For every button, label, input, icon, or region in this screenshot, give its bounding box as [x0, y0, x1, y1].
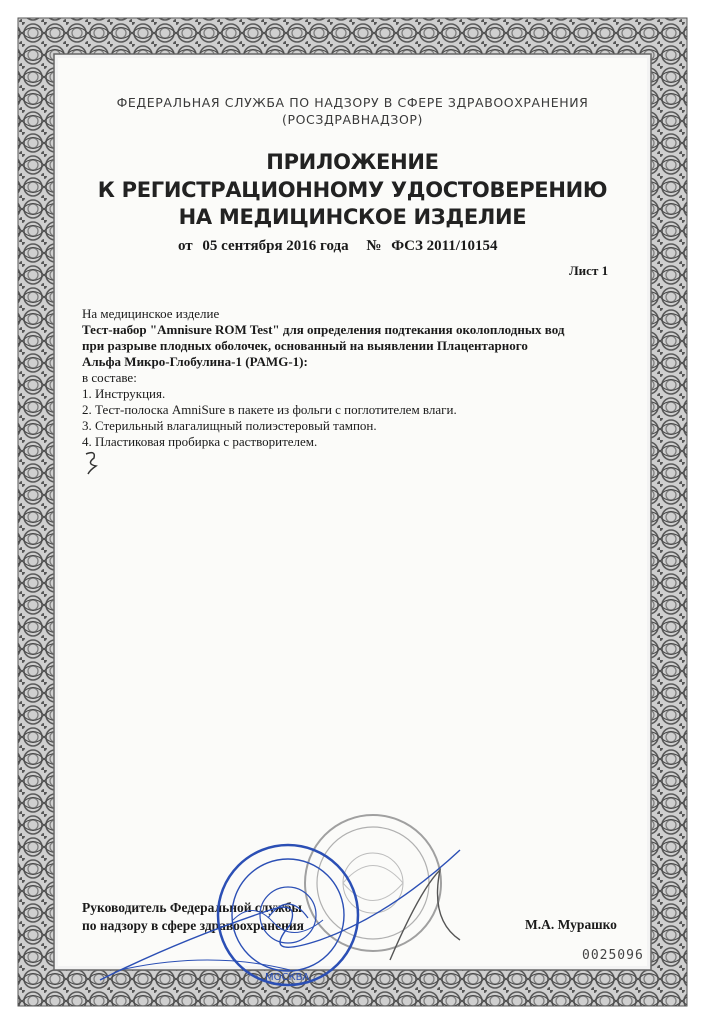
date-from-label: от — [178, 238, 193, 254]
serial-number: 0025096 — [582, 948, 644, 963]
registration-date: 05 сентября 2016 года — [202, 238, 349, 254]
doc-title-line2: К РЕГИСТРАЦИОННОМУ УДОСТОВЕРЕНИЮ — [97, 178, 608, 202]
sheet-number: Лист 1 — [569, 263, 609, 278]
composition-label: в составе: — [82, 370, 137, 385]
handwritten-signature — [60, 830, 500, 990]
signer-position-line1: Руководитель Федеральной службы — [82, 900, 302, 915]
date-line — [178, 238, 503, 255]
document-body — [82, 306, 642, 450]
list-item: 3. Стерильный влагалищный полиэстеровый тампон. — [82, 418, 377, 433]
doc-title-line1: ПРИЛОЖЕНИЕ — [266, 150, 439, 174]
list-item: 2. Тест-полоска AmniSure в пакете из фольги с поглотителем влаги. — [82, 402, 457, 417]
body-intro: На медицинское изделие — [82, 306, 220, 321]
registration-number: ФСЗ 2011/10154 — [391, 238, 498, 254]
product-line: при разрыве плодных оболочек, основанный на выявлении Плацентарного — [82, 338, 528, 353]
signer-name: М.А. Мурашко — [525, 917, 617, 932]
end-mark — [82, 448, 106, 476]
stamp-city: МОСКВА — [265, 972, 310, 983]
product-line: Альфа Микро-Глобулина-1 (PAMG-1): — [82, 354, 308, 369]
number-sign: № — [366, 238, 382, 254]
agency-abbreviation: (РОСЗДРАВНАДЗОР) — [281, 112, 423, 127]
list-item: 4. Пластиковая пробирка с растворителем. — [82, 434, 318, 449]
product-line: Тест-набор "Amnisure ROM Test" для определения подтекания околоплодных вод — [82, 322, 565, 337]
list-item: 1. Инструкция. — [82, 386, 166, 401]
signer-position-line2: по надзору в сфере здравоохранения — [82, 918, 304, 933]
doc-title-line3: НА МЕДИЦИНСКОЕ ИЗДЕЛИЕ — [178, 205, 527, 229]
agency-name: ФЕДЕРАЛЬНАЯ СЛУЖБА ПО НАДЗОРУ В СФЕРЕ ЗДРАВООХРАНЕНИЯ — [116, 95, 589, 110]
